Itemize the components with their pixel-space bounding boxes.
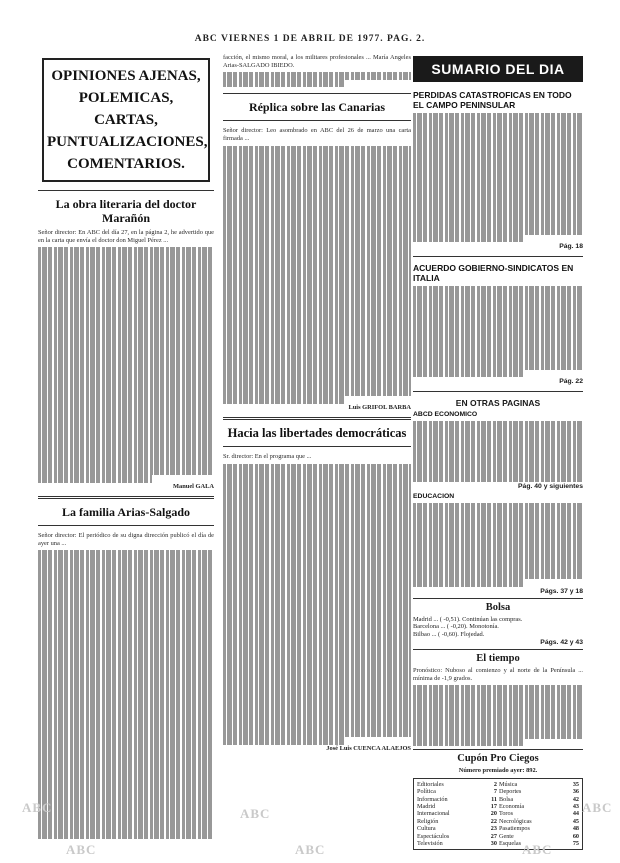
index-page: 20 (490, 810, 497, 818)
index-page: 42 (572, 795, 579, 803)
section-header: EN OTRAS PAGINAS (455, 398, 541, 409)
index-label: Economía (498, 803, 525, 811)
section-header: Bolsa (413, 598, 583, 613)
index-table (416, 781, 580, 848)
masthead: ABC VIERNES 1 DE ABRIL DE 1977. PAG. 2. (194, 34, 426, 44)
index-label: Televisión (417, 840, 443, 848)
bolsa-line: Bilbao ... ( -0,60). Flojedad. (413, 630, 485, 638)
section-header: Cupón Pro Ciegos (413, 749, 583, 764)
page-ref: Pág. 18 (559, 243, 583, 251)
index-page: 23 (490, 825, 497, 833)
index-row (416, 781, 580, 788)
index-label: Necrológicas (498, 817, 532, 825)
page-ref: Pág. 40 y siguientes (518, 482, 583, 490)
divider (223, 446, 411, 447)
index-label: Pasatiempos (498, 825, 530, 833)
left-column (38, 54, 214, 854)
divider (38, 525, 214, 526)
index-row (416, 818, 580, 825)
index-label: Bolsa (498, 795, 514, 803)
index-page: 43 (572, 803, 579, 811)
opinion-line: OPINIONES AJENAS, (51, 68, 201, 84)
index-label: Información (417, 795, 448, 803)
watermark: ABC (66, 842, 97, 857)
index-label: Internacional (417, 810, 450, 818)
index-label: Editoriales (417, 780, 444, 788)
section-subheader: ABCD ECONOMICO (413, 411, 478, 419)
opinion-line: POLEMICAS, CARTAS, (78, 90, 174, 128)
article-signature: José Luis CUENCA ALAEJOS (326, 744, 411, 752)
section-subheader: EDUCACION (413, 492, 455, 500)
lottery-text: Número premiado ayer: 892. (458, 767, 538, 775)
index-label: Deportes (498, 788, 522, 796)
index-page: 36 (572, 788, 579, 796)
section-header: El tiempo (413, 649, 583, 664)
watermark: ABC (582, 800, 613, 815)
page-index (413, 778, 583, 851)
index-label: Espectáculos (417, 832, 450, 840)
divider (38, 496, 214, 499)
article-title: Réplica sobre las Canarias (248, 100, 386, 115)
index-page: 22 (490, 817, 497, 825)
divider (413, 256, 583, 257)
article-title: La familia Arias-Salgado (61, 505, 190, 520)
index-page: 35 (572, 780, 579, 788)
bolsa-line: Madrid ... ( -0,51). Continúan las compras. (413, 615, 523, 623)
index-page: 17 (490, 803, 497, 811)
watermark: ABC (22, 800, 53, 815)
index-page: 45 (572, 817, 579, 825)
index-label: Cultura (417, 825, 436, 833)
right-column (413, 54, 583, 854)
opinion-box (42, 58, 210, 182)
divider (223, 120, 411, 121)
index-row (416, 825, 580, 832)
weather-text: Pronóstico: Nuboso al comienzo y al norte de la Península ... mínima de -1,9 grados. (413, 667, 583, 682)
watermark: ABC (240, 806, 271, 821)
index-label: Música (498, 780, 518, 788)
article-title: La obra literaria del doctor Marañón (55, 197, 197, 225)
index-label: Madrid (417, 803, 436, 811)
article-text: Sr. director: En el programa que ... (223, 453, 312, 461)
index-row (416, 810, 580, 817)
index-page: 2 (493, 780, 497, 788)
index-row (416, 803, 580, 810)
index-label: Religión (417, 817, 439, 825)
index-page: 44 (572, 810, 579, 818)
index-page: 75 (572, 840, 579, 848)
watermark: ABC (295, 842, 326, 857)
index-label: Esquelas (498, 840, 521, 848)
index-label: Gente (498, 832, 514, 840)
divider (223, 417, 411, 420)
index-page: 30 (490, 840, 497, 848)
article-text: Señor director: Leo asombrado en ABC del 26 de marzo una carta firmada ... (223, 127, 411, 142)
page-ref: Págs. 42 y 43 (540, 639, 583, 647)
index-page: 7 (493, 788, 497, 796)
news-headline: ACUERDO GOBIERNO-SINDICATOS EN ITALIA (413, 263, 574, 284)
bolsa-line: Barcelona ... ( -0,20). Monotonía. (413, 623, 499, 631)
index-page: 48 (572, 825, 579, 833)
divider (223, 93, 411, 94)
index-label: Toros (498, 810, 513, 818)
middle-column (223, 54, 411, 854)
index-page: 11 (491, 795, 497, 803)
article-text: facción, el mismo moral, a los militares profesionales ... María Angeles Arias-SALGADO IBIEDO. (223, 54, 411, 69)
article-text: Señor director: El periódico de su digna dirección publicó el día de ayer una ... (38, 532, 214, 547)
index-page: 60 (572, 832, 579, 840)
news-headline: PERDIDAS CATASTROFICAS EN TODO EL CAMPO PENINSULAR (413, 90, 572, 110)
opinion-line: COMENTARIOS. (67, 156, 185, 172)
divider (38, 190, 214, 191)
index-row (416, 796, 580, 803)
article-text: Señor director: En ABC del día 27, en la página 2, he advertido que en la carta que envía el doctor don Miguel Pérez ... (38, 229, 214, 244)
divider (413, 391, 583, 392)
index-row (416, 833, 580, 840)
index-row (416, 840, 580, 847)
opinion-line: PUNTUALIZACIONES, (47, 134, 208, 150)
index-row (416, 788, 580, 795)
index-page: 27 (490, 832, 497, 840)
page-ref: Pág. 22 (559, 378, 583, 386)
page-ref: Págs. 37 y 18 (540, 587, 583, 595)
article-signature: Manuel GALA (172, 482, 214, 490)
index-label: Política (417, 788, 436, 796)
article-signature: Luis GRIFOL BARBA (348, 403, 411, 411)
watermark: ABC (522, 842, 553, 857)
article-title: Hacia las libertades democráticas (227, 426, 407, 441)
sumario-header: SUMARIO DEL DIA (413, 56, 583, 82)
